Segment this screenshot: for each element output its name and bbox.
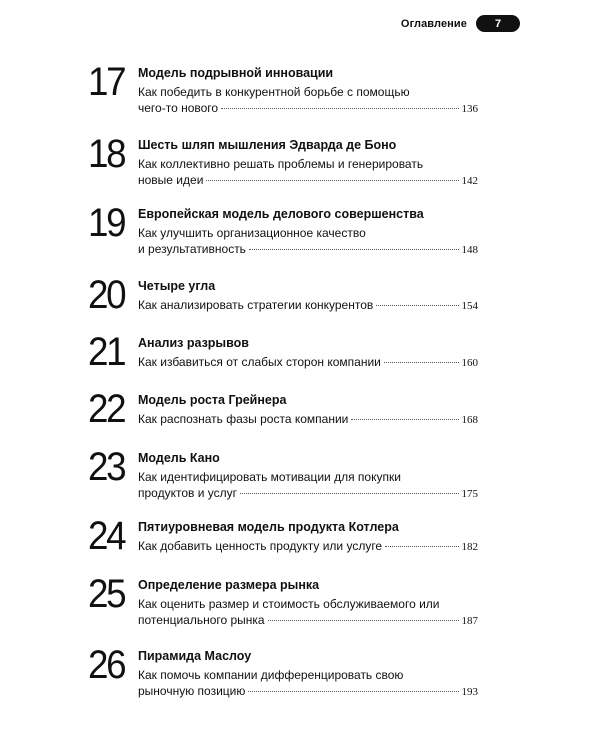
chapter-number: 24 (88, 514, 125, 558)
description-line: продуктов и услуг (138, 486, 237, 500)
chapter-title: Определение размера рынка (138, 578, 320, 592)
entry-body (138, 278, 478, 314)
entry-body (138, 577, 478, 629)
description-last-line (138, 172, 478, 189)
chapter-description (138, 156, 478, 189)
dot-leader (385, 546, 458, 547)
description-line: Как оценить размер и стоимость обслуживаемого или (138, 597, 440, 611)
description-line: Как коллективно решать проблемы и генерировать (138, 157, 424, 171)
description-line: и результативность (138, 242, 246, 256)
chapter-number: 21 (88, 330, 125, 374)
page-reference[interactable]: 175 (461, 488, 478, 500)
entry-body (138, 335, 478, 371)
description-last-line (138, 485, 478, 502)
dot-leader (240, 493, 459, 494)
chapter-description (138, 596, 478, 629)
page-reference[interactable]: 187 (461, 615, 478, 627)
page-reference[interactable]: 142 (461, 175, 478, 187)
page-number-badge: 7 (476, 15, 520, 32)
section-title: Оглавление (400, 17, 467, 30)
chapter-number: 25 (88, 572, 125, 616)
entry-body (138, 519, 478, 555)
chapter-title: Модель роста Грейнера (138, 393, 287, 407)
description-line: Как анализировать стратегии конкурентов (138, 298, 374, 312)
description-last-line (138, 411, 478, 428)
chapter-title: Анализ разрывов (138, 336, 249, 350)
dot-leader (249, 249, 459, 250)
chapter-title: Модель Кано (138, 451, 220, 465)
chapter-number: 22 (88, 387, 125, 431)
page-reference[interactable]: 136 (461, 103, 478, 115)
running-header (401, 15, 520, 32)
chapter-description (138, 411, 478, 428)
page-reference[interactable]: 160 (461, 357, 478, 369)
description-last-line (138, 100, 478, 117)
description-line: чего-то нового (138, 101, 219, 115)
description-last-line (138, 241, 478, 258)
description-line: Как помочь компании дифференцировать свою (138, 668, 404, 682)
chapter-number: 23 (88, 445, 125, 489)
description-line: Как победить в конкурентной борьбе с помощью (138, 85, 410, 99)
chapter-title: Пирамида Маслоу (138, 649, 252, 663)
entry-body (138, 392, 478, 428)
description-line: потенциального рынка (138, 613, 265, 627)
entry-body (138, 450, 478, 502)
page-reference[interactable]: 154 (461, 300, 478, 312)
chapter-title: Шесть шляп мышления Эдварда де Боно (138, 138, 397, 152)
description-last-line (138, 354, 478, 371)
chapter-number: 19 (88, 201, 125, 245)
chapter-number: 18 (88, 132, 125, 176)
description-line: рыночную позицию (138, 684, 246, 698)
description-line: Как распознать фазы роста компании (138, 412, 349, 426)
dot-leader (221, 108, 458, 109)
chapter-description (138, 469, 478, 502)
chapter-description (138, 84, 478, 117)
dot-leader (384, 362, 459, 363)
chapter-description (138, 225, 478, 258)
description-line: Как добавить ценность продукту или услуге (138, 539, 383, 553)
page-reference[interactable]: 168 (461, 414, 478, 426)
page-reference[interactable]: 193 (461, 686, 478, 698)
chapter-description (138, 297, 478, 314)
chapter-description (138, 538, 478, 555)
description-line: новые идеи (138, 173, 204, 187)
description-last-line (138, 538, 478, 555)
chapter-number: 20 (88, 273, 125, 317)
dot-leader (376, 305, 458, 306)
dot-leader (351, 419, 458, 420)
description-line: Как идентифицировать мотивации для покупки (138, 470, 401, 484)
chapter-description (138, 354, 478, 371)
dot-leader (268, 620, 459, 621)
page-reference[interactable]: 148 (461, 244, 478, 256)
description-last-line (138, 683, 478, 700)
description-line: Как избавиться от слабых сторон компании (138, 355, 381, 369)
chapter-title: Пятиуровневая модель продукта Котлера (138, 520, 399, 534)
entry-body (138, 206, 478, 258)
description-last-line (138, 612, 478, 629)
page-reference[interactable]: 182 (461, 541, 478, 553)
entry-body (138, 65, 478, 117)
chapter-title: Четыре угла (138, 279, 216, 293)
description-last-line (138, 297, 478, 314)
chapter-title: Модель подрывной инновации (138, 66, 334, 80)
chapter-title: Европейская модель делового совершенства (138, 207, 424, 221)
description-line: Как улучшить организационное качество (138, 226, 366, 240)
entry-body (138, 648, 478, 700)
chapter-description (138, 667, 478, 700)
dot-leader (206, 180, 458, 181)
entry-body (138, 137, 478, 189)
chapter-number: 17 (88, 60, 125, 104)
dot-leader (248, 691, 458, 692)
chapter-number: 26 (88, 643, 125, 687)
